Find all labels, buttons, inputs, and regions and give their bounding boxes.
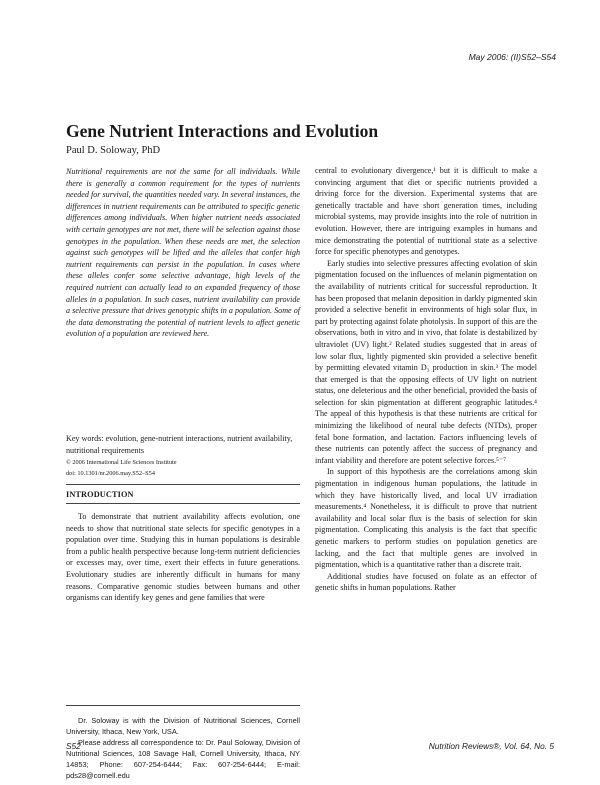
keywords-label: Key words:	[66, 434, 104, 443]
article-author: Paul D. Soloway, PhD	[66, 145, 161, 156]
copyright-block	[66, 457, 177, 479]
copyright-line: © 2006 International Life Sciences Institute	[66, 459, 177, 466]
article-title: Gene Nutrient Interactions and Evolution	[66, 121, 379, 141]
section-divider-bottom	[66, 503, 300, 504]
author-footnote	[66, 715, 300, 781]
footnote-correspondence: Please address all correspondence to: Dr. Paul Soloway, Division of Nutritional Sciences, 108 Savage Hall, Cornell University, Ithaca, NY 14853; Phone: 607-254-6444; Fax: 607-254-6444; E-mail: pds28@cornell.edu	[66, 738, 300, 780]
introduction-paragraph: To demonstrate that nutrient availability affects evolution, one needs to show that nutritional state selects for specific genotypes in a population over time. Studying this in human populations is desirable from a public health perspective because long-term nutrient deficiencies or excesses may, over time, exert their effects in future generations. Evolutionary studies are inherently difficult in humans for many reasons. Comparative genomic studies between humans and other organisms can identify key genes and gene families that were	[66, 512, 300, 603]
abstract: Nutritional requirements are not the same for all individuals. While there is generally a common requirement for the types of nutrients needed for survival, the quantities needed vary. In several instances, the differences in nutrient requirements can be attributed to specific genetic differences among individuals. When higher nutrient needs associated with certain genotypes are not met, there will be selection against those genotypes in the population. When these needs are met, the selection against such genotypes will be lifted and the alleles that confer high nutrient requirements can persist in the population. In cases where these alleles confer some selective advantage, high levels of the required nutrient can actually lead to an expanded frequency of those alleles in a population. In such cases, nutrient availability can provide a selective pressure that drives genotypic shifts in a population. Some of the data demonstrating the potential of nutrient levels to affect genetic evolution of a population are reviewed here.	[66, 167, 300, 339]
body-paragraph: Early studies into selective pressures affecting evolation of skin pigmentation focused on the influences of melanin pigmentation on the availability of nutrients critical for successful reproduction. It has been proposed that melanin deposition in darkly pigmented skin provided a selective benefit in environments of high solar flux, in part by protecting against folate photolysis. In support of this are the observations, both in vitro and in vivo, that folate is destabilized by ultraviolet (UV) light.² Related studies suggested that in areas of low solar flux, lightly pigmented skin provided a selective benefit by permitting elevated vitamin D₃ production in skin.³ The model that emerged is that the opposing effects of UV light on nutrient status, one deleterious and the other beneficial, provided the basis of selection for skin pigmentation at different geographic latitudes.⁴ The appeal of this hypothesis is that these nutrients are critical for minimizing the likelihood of neural tube defects (NTDs), proper fetal bone formation, and lactation. Factors influencing levels of these nutrients can potently affect the success of pregnancy and infant viability and therefore are potent selective forces.⁵⁻⁷	[315, 258, 537, 465]
footnote-affiliation: Dr. Soloway is with the Division of Nutritional Sciences, Cornell University, Ithaca, New York, USA.	[66, 716, 300, 736]
section-divider-top	[66, 484, 300, 485]
keywords	[66, 433, 300, 456]
keywords-text: evolution, gene-nutrient interactions, nutrient availability, nutritional requirements	[66, 434, 293, 455]
page-number: S52	[66, 741, 81, 751]
doi-line: doi: 10.1301/nr.2006.may.S52–S54	[66, 470, 155, 477]
body-paragraph: In support of this hypothesis are the correlations among skin pigmentation in indigenous human populations, the latitude in which they have historically lived, and local UV irradiation measurements.⁴ Nonetheless, it is difficult to prove that nutrient availability and local solar flux is the basis of selection for skin pigmentation. Complicating this analysis is the fact that specific genetic markers to perform studies on population genetics are lacking, and the fact that multiple genes are involved in pigmentation, which is a quantitative rather than a discrete trait.	[315, 467, 537, 570]
introduction-heading: INTRODUCTION	[66, 490, 134, 499]
footnote-divider	[66, 705, 300, 706]
journal-footer: Nutrition Reviews®, Vol. 64, No. 5	[428, 741, 554, 751]
body-paragraph: Additional studies have focused on folate as an effector of genetic shifts in human populations. Rather	[315, 571, 537, 593]
introduction-body	[66, 511, 300, 604]
running-header-citation: May 2006: (II)S52–S54	[468, 52, 556, 62]
body-paragraph: central to evolutionary divergence,¹ but it is difficult to make a convincing argument that diet or specific nutrients provided a driving force for the diversion. Experimental systems that are genetically tractable and have short generation times, including microbial systems, may provide insights into the role of nutrition in evolution. However, there are intriguing examples in humans and mice demonstrating the potential of nutritional state as a selective force for specific phenotypes and genotypes.	[315, 166, 537, 257]
right-column-body	[315, 165, 537, 594]
